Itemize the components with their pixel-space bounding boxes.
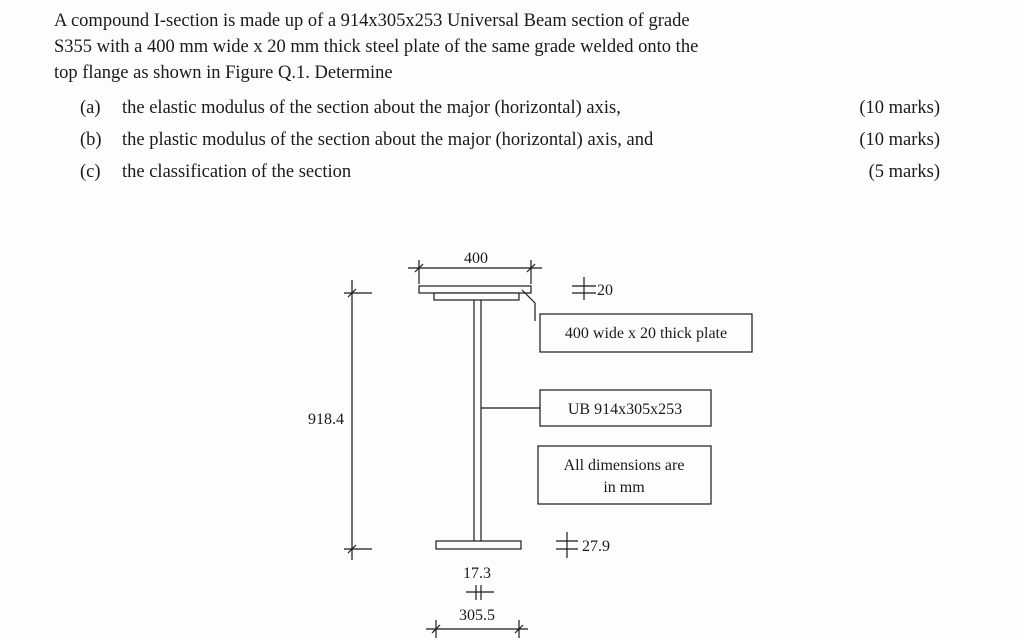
top-plate xyxy=(419,286,531,293)
item-a-letter: (a) xyxy=(80,98,101,118)
intro-line-1: A compound I-section is made up of a 914x305x253 Universal Beam section of grade xyxy=(54,11,690,31)
dim-depth-label: 918.4 xyxy=(308,411,344,428)
item-c-marks: (5 marks) xyxy=(868,162,940,182)
leader-plate xyxy=(522,290,535,321)
dim-web-thickness-label: 17.3 xyxy=(463,565,491,582)
intro-line-3: top flange as shown in Figure Q.1. Determine xyxy=(54,63,393,83)
item-c-text: the classification of the section xyxy=(122,162,352,182)
item-b-marks: (10 marks) xyxy=(859,130,940,150)
dim-flange-thickness-label: 27.9 xyxy=(582,538,610,555)
item-c-letter: (c) xyxy=(80,162,101,182)
callout-note-line2: in mm xyxy=(603,479,645,496)
item-a-marks: (10 marks) xyxy=(859,98,940,118)
item-a-text: the elastic modulus of the section about the major (horizontal) axis, xyxy=(122,98,621,118)
dim-plate-width-label: 400 xyxy=(464,250,488,267)
callout-beam-text: UB 914x305x253 xyxy=(567,401,683,418)
item-b-text: the plastic modulus of the section about the major (horizontal) axis, and xyxy=(122,130,654,150)
intro-line-2: S355 with a 400 mm wide x 20 mm thick steel plate of the same grade welded onto the xyxy=(54,37,699,57)
callout-note-line1: All dimensions are xyxy=(563,457,685,474)
item-b-letter: (b) xyxy=(80,130,102,150)
callout-plate-text: 400 wide x 20 thick plate xyxy=(564,325,728,342)
bottom-flange xyxy=(436,541,521,549)
dim-flange-width-label: 305.5 xyxy=(459,607,495,624)
top-flange xyxy=(434,293,519,300)
dim-plate-thickness-label: 20 xyxy=(597,282,613,299)
